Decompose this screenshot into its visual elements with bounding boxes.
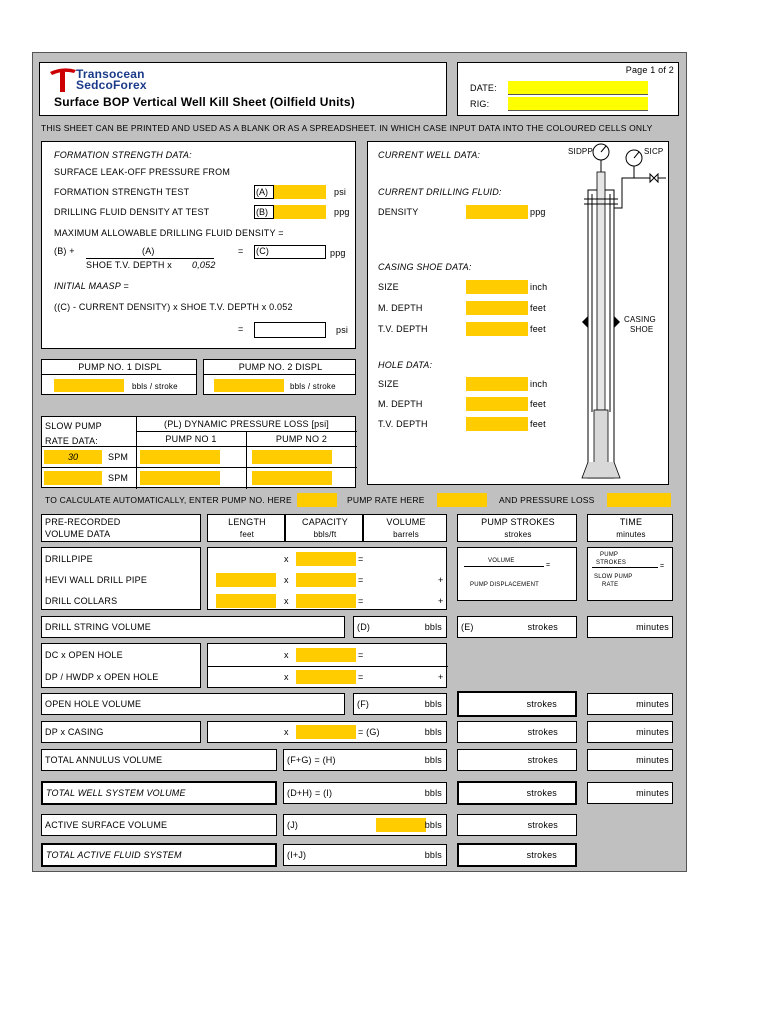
- formula-den: SHOE T.V. DEPTH x: [86, 260, 172, 270]
- oh-volume-label: OPEN HOLE VOLUME: [45, 699, 142, 709]
- dp-casing-capacity-input[interactable]: [296, 725, 356, 739]
- hole-heading: HOLE DATA:: [378, 360, 433, 370]
- total-active-value-box: [283, 844, 447, 866]
- ij-tag: (I+J): [287, 850, 307, 860]
- hwdp-eq: =: [358, 575, 364, 585]
- rig-input[interactable]: [508, 97, 648, 111]
- casing-shoe-label-2: SHOE: [630, 325, 654, 334]
- slow-rate1-value: 30: [67, 452, 78, 462]
- formula-volume: VOLUME: [488, 558, 515, 564]
- oh-volume-value-box: [353, 693, 447, 715]
- dc-capacity-input[interactable]: [296, 594, 356, 608]
- pump1-heading: PUMP NO. 1 DISPL: [78, 362, 162, 372]
- pl-p1-r1-input[interactable]: [140, 450, 220, 464]
- active-surface-strokes-unit: strokes: [527, 820, 558, 830]
- fraction-line: [86, 258, 214, 259]
- auto-pump-rate-label: PUMP RATE HERE: [347, 495, 425, 505]
- volume-header: [363, 514, 447, 542]
- dp-oh-capacity-input[interactable]: [296, 670, 356, 684]
- formula-slow-1: SLOW PUMP: [594, 574, 633, 580]
- casing-heading: CASING SHOE DATA:: [378, 262, 472, 272]
- pl-pump1: PUMP NO 1: [165, 434, 217, 444]
- slow-pump-box: [41, 416, 356, 488]
- active-surface-label: ACTIVE SURFACE VOLUME: [45, 820, 168, 830]
- active-surface-input[interactable]: [376, 818, 426, 832]
- dp-oh-eq: =: [358, 672, 364, 682]
- oh-time-box: [587, 693, 673, 715]
- annulus-time-unit: minutes: [636, 755, 669, 765]
- spm2-label: SPM: [108, 473, 129, 483]
- maasp-label: INITIAL MAASP =: [54, 281, 129, 291]
- c-tag: (C): [256, 246, 270, 256]
- dp-casing-label: DP x CASING: [45, 727, 104, 737]
- f-tag: (F): [357, 699, 370, 709]
- pre-recorded-1: PRE-RECORDED: [45, 517, 121, 527]
- density-label: DENSITY: [378, 207, 419, 217]
- dp-oh-label: DP / HWDP x OPEN HOLE: [45, 672, 159, 682]
- formula-pump-strokes-2: STROKES: [596, 560, 627, 566]
- instructions-text: THIS SHEET CAN BE PRINTED AND USED AS A BLANK OR AS A SPREADSHEET. IN WHICH CASE INPUT DATA INTO THE COLOURED CELLS ONLY: [41, 123, 653, 133]
- hole-size-label: SIZE: [378, 379, 399, 389]
- slow-pump-label1: SLOW PUMP: [45, 421, 102, 431]
- density-input[interactable]: [466, 205, 528, 219]
- b-unit: ppg: [334, 207, 350, 217]
- date-rig-box: [457, 62, 679, 116]
- casing-tvd-unit: feet: [530, 324, 546, 334]
- dp-casing-label-box: [41, 721, 201, 743]
- ds-time-unit: minutes: [636, 622, 669, 632]
- formation-line3: DRILLING FLUID DENSITY AT TEST: [54, 207, 210, 217]
- a-unit: psi: [334, 187, 347, 197]
- dp-casing-x: x: [284, 727, 289, 737]
- pl-row2: [42, 446, 357, 447]
- annulus-strokes-unit: strokes: [527, 755, 558, 765]
- auto-pressure-loss-input[interactable]: [607, 493, 671, 507]
- casing-size-label: SIZE: [378, 282, 399, 292]
- fg-tag: (F+G) = (H): [287, 755, 336, 765]
- active-surface-label-box: [41, 814, 277, 836]
- casing-tvd-label: T.V. DEPTH: [378, 324, 428, 334]
- casing-tvd-input[interactable]: [466, 322, 528, 336]
- volume-label: VOLUME: [386, 517, 426, 527]
- pl-heading: (PL) DYNAMIC PRESSURE LOSS [psi]: [164, 419, 329, 429]
- dpc-time-unit: minutes: [636, 727, 669, 737]
- fluid-heading: CURRENT DRILLING FLUID:: [378, 187, 502, 197]
- ds-volume-label: DRILL STRING VOLUME: [45, 622, 151, 632]
- maasp-eq: =: [238, 324, 244, 334]
- dc-oh-label: DC x OPEN HOLE: [45, 650, 123, 660]
- d-unit: bbls: [424, 622, 442, 632]
- slow-pump-label2: RATE DATA:: [45, 436, 99, 446]
- maasp-formula: ((C) - CURRENT DENSITY) x SHOE T.V. DEPTH x 0.052: [54, 302, 293, 312]
- d-tag: (D): [357, 622, 371, 632]
- dc-plus: +: [438, 596, 444, 606]
- well-system-strokes-unit: strokes: [526, 788, 557, 798]
- ds-strokes-box: [457, 616, 577, 638]
- strokes-unit: strokes: [504, 530, 532, 539]
- hole-tvd-input[interactable]: [466, 417, 528, 431]
- oh-strokes-box: [457, 691, 577, 717]
- casing-md-label: M. DEPTH: [378, 303, 423, 313]
- openhole-names: [41, 643, 201, 688]
- capacity-header: [285, 514, 363, 542]
- c-unit: ppg: [330, 248, 346, 258]
- well-system-time-box: [587, 782, 673, 804]
- time-label: TIME: [619, 517, 643, 527]
- formula-time-eq: =: [660, 563, 665, 570]
- casing-size-input[interactable]: [466, 280, 528, 294]
- company-name-line1: Transocean: [76, 67, 145, 81]
- well-system-label-box: [41, 781, 277, 805]
- pump1-unit: bbls / stroke: [132, 382, 178, 391]
- annulus-strokes-box: [457, 749, 577, 771]
- dpc-strokes-box: [457, 721, 577, 743]
- hwdp-capacity-input[interactable]: [296, 573, 356, 587]
- collars-label: DRILL COLLARS: [45, 596, 118, 606]
- g-tag: = (G): [358, 727, 380, 737]
- formula-a: (A): [142, 246, 155, 256]
- dp-eq: =: [358, 554, 364, 564]
- hwdp-label: HEVI WALL DRILL PIPE: [45, 575, 148, 585]
- formula-pump-strokes-1: PUMP: [600, 552, 619, 558]
- capacity-label: CAPACITY: [302, 517, 348, 527]
- well-system-time-unit: minutes: [636, 788, 669, 798]
- pump2-unit: bbls / stroke: [290, 382, 336, 391]
- volume-unit: barrels: [393, 530, 419, 539]
- formula-volume-line: [464, 566, 544, 567]
- hole-tvd-unit: feet: [530, 419, 546, 429]
- total-active-strokes-box: [457, 843, 577, 867]
- dpc-strokes-unit: strokes: [527, 727, 558, 737]
- dp-oh-plus: +: [438, 672, 444, 682]
- annulus-label: TOTAL ANNULUS VOLUME: [45, 755, 163, 765]
- current-well-box: [367, 141, 669, 485]
- dc-x: x: [284, 596, 289, 606]
- a-tag: (A): [254, 185, 274, 199]
- pump1-header-divider: [42, 374, 196, 375]
- hole-md-label: M. DEPTH: [378, 399, 423, 409]
- auto-pump-no-input[interactable]: [297, 493, 337, 507]
- dp-capacity-input[interactable]: [296, 552, 356, 566]
- date-input[interactable]: [508, 81, 648, 95]
- well-system-value-box: [283, 782, 447, 804]
- length-header: [207, 514, 285, 542]
- e-tag: (E): [461, 622, 474, 632]
- total-active-strokes-unit: strokes: [526, 850, 557, 860]
- openhole-calc: [207, 643, 447, 688]
- formation-line2: FORMATION STRENGTH TEST: [54, 187, 190, 197]
- dc-eq: =: [358, 596, 364, 606]
- active-surface-strokes-box: [457, 814, 577, 836]
- drillpipe-label: DRILLPIPE: [45, 554, 93, 564]
- maasp-unit: psi: [336, 325, 349, 335]
- i-unit: bbls: [424, 788, 442, 798]
- time-header: [587, 514, 673, 542]
- spm1-label: SPM: [108, 452, 129, 462]
- oh-strokes-unit: strokes: [526, 699, 557, 709]
- h-unit: bbls: [424, 755, 442, 765]
- oh-volume-label-box: [41, 693, 345, 715]
- dp-x: x: [284, 554, 289, 564]
- formula-pump-disp: PUMP DISPLACEMENT: [470, 582, 539, 588]
- annulus-value-box: [283, 749, 447, 771]
- dc-oh-eq: =: [358, 650, 364, 660]
- well-system-label: TOTAL WELL SYSTEM VOLUME: [46, 788, 186, 798]
- pl-row1: [136, 431, 357, 432]
- casing-md-input[interactable]: [466, 301, 528, 315]
- maasp-result-box: [254, 322, 326, 338]
- page-number: Page 1 of 2: [625, 65, 674, 75]
- header-box: [39, 62, 447, 116]
- time-unit: minutes: [616, 530, 646, 539]
- g-unit: bbls: [424, 727, 442, 737]
- density-unit: ppg: [530, 207, 546, 217]
- ij-unit: bbls: [424, 850, 442, 860]
- total-active-label: TOTAL ACTIVE FLUID SYSTEM: [46, 850, 182, 860]
- date-label: DATE:: [470, 83, 497, 93]
- ds-strokes-unit: strokes: [527, 622, 558, 632]
- active-surface-value-box: [283, 814, 447, 836]
- formula-slow-2: RATE: [602, 582, 619, 588]
- length-unit: feet: [239, 530, 255, 539]
- oh-time-unit: minutes: [636, 699, 669, 709]
- pre-recorded-header: [41, 514, 201, 542]
- kill-sheet: [32, 52, 687, 872]
- pump2-header-divider: [204, 374, 355, 375]
- j-unit: bbls: [424, 820, 442, 830]
- well-system-strokes-box: [457, 781, 577, 805]
- maadf-label: MAXIMUM ALLOWABLE DRILLING FLUID DENSITY =: [54, 228, 284, 238]
- annulus-label-box: [41, 749, 277, 771]
- formation-strength-box: [41, 141, 356, 349]
- sicp-label: SICP: [644, 147, 664, 156]
- strokes-formula-box: [457, 547, 577, 601]
- sidpp-label: SIDPP: [568, 147, 594, 156]
- pump2-displ-input[interactable]: [214, 379, 284, 392]
- pl-p1-r2-input[interactable]: [140, 471, 220, 485]
- hole-tvd-label: T.V. DEPTH: [378, 419, 428, 429]
- dh-tag: (D+H) = (I): [287, 788, 333, 798]
- formula-left: (B) +: [54, 246, 75, 256]
- dp-oh-x: x: [284, 672, 289, 682]
- casing-md-unit: feet: [530, 303, 546, 313]
- capacity-unit: bbls/ft: [313, 530, 337, 539]
- pl-p2-r2-input[interactable]: [252, 471, 332, 485]
- hwdp-x: x: [284, 575, 289, 585]
- auto-pump-rate-input[interactable]: [437, 493, 487, 507]
- ds-volume-value-box: [353, 616, 447, 638]
- dc-oh-x: x: [284, 650, 289, 660]
- strokes-label: PUMP STROKES: [481, 517, 555, 527]
- auto-pump-no-label: TO CALCULATE AUTOMATICALLY, ENTER PUMP NO. HERE: [45, 495, 292, 505]
- pump2-heading: PUMP NO. 2 DISPL: [238, 362, 323, 372]
- pump2-displ-box: [203, 359, 356, 395]
- openhole-divider: [208, 666, 448, 667]
- casing-size-unit: inch: [530, 282, 548, 292]
- formula-volume-eq: =: [546, 562, 551, 569]
- casing-shoe-label-1: CASING: [624, 315, 656, 324]
- auto-pressure-loss-label: AND PRESSURE LOSS: [499, 495, 595, 505]
- time-formula-box: [587, 547, 673, 601]
- b-tag: (B): [254, 205, 274, 219]
- pl-row3: [42, 467, 357, 468]
- rig-label: RIG:: [470, 99, 490, 109]
- hwdp-length-input[interactable]: [216, 573, 276, 587]
- hole-size-input[interactable]: [466, 377, 528, 391]
- dpc-time-box: [587, 721, 673, 743]
- pump1-displ-box: [41, 359, 197, 395]
- f-unit: bbls: [424, 699, 442, 709]
- slow-rate1-input[interactable]: [44, 450, 102, 464]
- slow-rate2-input[interactable]: [44, 471, 102, 485]
- transocean-logo-icon: [48, 66, 78, 94]
- ds-time-box: [587, 616, 673, 638]
- hwdp-plus: +: [438, 575, 444, 585]
- hole-size-unit: inch: [530, 379, 548, 389]
- formula-const: 0,052: [192, 260, 216, 270]
- current-well-heading: CURRENT WELL DATA:: [378, 150, 481, 160]
- hole-md-input[interactable]: [466, 397, 528, 411]
- formation-heading: FORMATION STRENGTH DATA:: [54, 150, 192, 160]
- dc-oh-capacity-input[interactable]: [296, 648, 356, 662]
- annulus-time-box: [587, 749, 673, 771]
- j-tag: (J): [287, 820, 299, 830]
- formation-line1: SURFACE LEAK-OFF PRESSURE FROM: [54, 167, 231, 177]
- ds-volume-label-box: [41, 616, 345, 638]
- page-title: Surface BOP Vertical Well Kill Sheet (Oilfield Units): [54, 95, 355, 109]
- pl-p2-r1-input[interactable]: [252, 450, 332, 464]
- formula-time-line: [592, 567, 658, 568]
- test-density-input[interactable]: [274, 205, 326, 219]
- pre-recorded-2: VOLUME DATA: [45, 529, 111, 539]
- strokes-header: [457, 514, 577, 542]
- formula-eq: =: [238, 246, 244, 256]
- hole-md-unit: feet: [530, 399, 546, 409]
- total-active-label-box: [41, 843, 277, 867]
- company-name-line2: SedcoForex: [76, 78, 147, 92]
- leakoff-pressure-input[interactable]: [274, 185, 326, 199]
- length-label: LENGTH: [228, 517, 266, 527]
- dp-casing-calc: [207, 721, 447, 743]
- pump1-displ-input[interactable]: [54, 379, 124, 392]
- pl-pump2: PUMP NO 2: [275, 434, 328, 444]
- drillstring-names: [41, 547, 201, 610]
- dc-length-input[interactable]: [216, 594, 276, 608]
- drillstring-calc: [207, 547, 447, 610]
